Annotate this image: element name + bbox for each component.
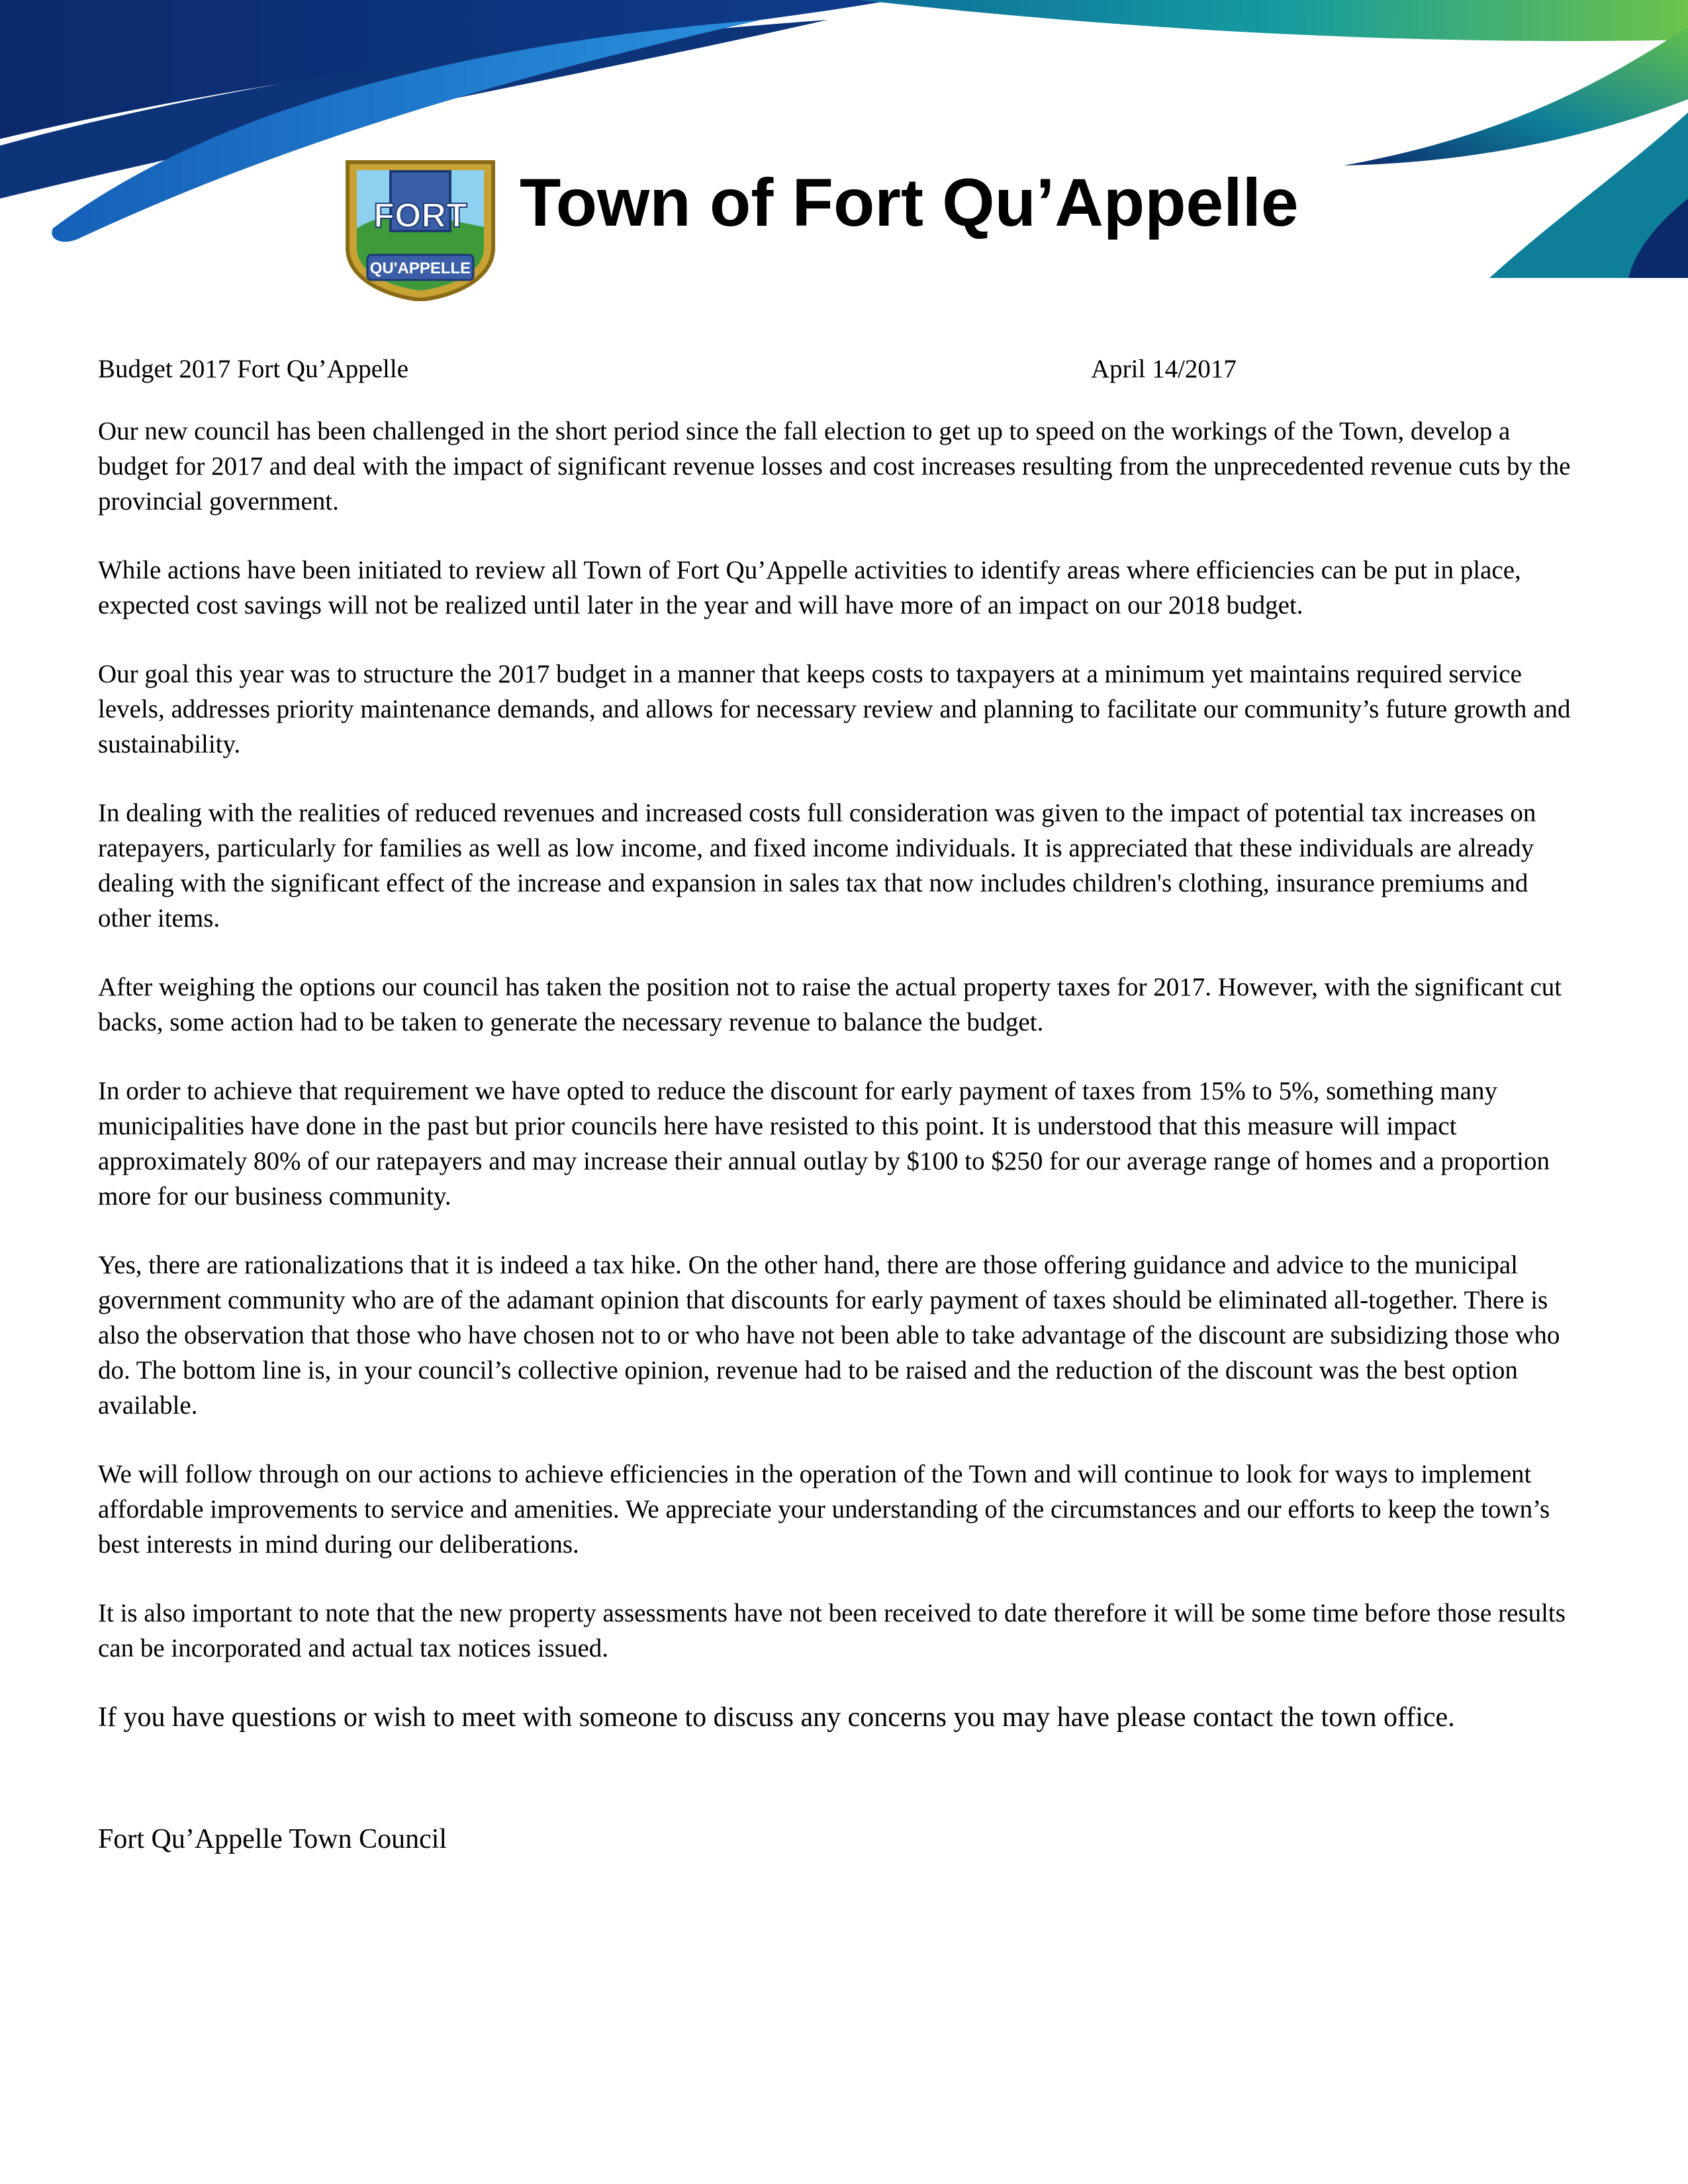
contact-paragraph: If you have questions or wish to meet with someone to discuss any concerns you may have please contact the town office.	[98, 1702, 1455, 1733]
logo-text-bottom: QU'APPELLE	[369, 259, 471, 277]
letter-header-line	[98, 351, 1574, 388]
swoosh-teal-green	[861, 0, 1688, 41]
swoosh-right-band	[1344, 26, 1688, 165]
paragraph: In dealing with the realities of reduced revenues and increased costs full consideration was given to the impact of potential tax increases on ratepayers, particularly for families as well as low income, and fixed income individuals. It is appreciated that these individuals are already dealing with the significant effect of the increase and expansion in sales tax that now includes children's clothing, insurance premiums and other items.	[98, 799, 1536, 933]
paragraph: We will follow through on our actions to achieve efficiencies in the operation of the Town and will continue to look for ways to implement affordable improvements to service and amenities. We appreciate your understanding of the circumstances and our efforts to keep the town’s best interests in mind during our deliberations.	[98, 1460, 1550, 1559]
paragraph: While actions have been initiated to review all Town of Fort Qu’Appelle activities to identify areas where efficiencies can be put in place, expected cost savings will not be realized until later in the year and will have more of an impact on our 2018 budget.	[98, 556, 1521, 619]
paragraph: Our goal this year was to structure the 2017 budget in a manner that keeps costs to taxpayers at a minimum yet maintains required service levels, addresses priority maintenance demands, and allows for necessary review and planning to facilitate our community’s future growth and sustainability.	[98, 660, 1571, 758]
paragraph: In order to achieve that requirement we have opted to reduce the discount for early payment of taxes from 15% to 5%, something many municipalities have done in the past but prior councils here have resisted to this point. It is understood that this measure will impact approximately 80% of our ratepayers and may increase their annual outlay by $100 to $250 for our average range of homes and a proportion more for our business community.	[98, 1077, 1550, 1210]
letter-subject: Budget 2017 Fort Qu’Appelle	[98, 355, 409, 383]
paragraph: It is also important to note that the new property assessments have not been received to date therefore it will be some time before those results can be incorporated and actual tax notices issued.	[98, 1599, 1566, 1662]
logo-text-top: FORT	[373, 197, 467, 235]
paragraph: Yes, there are rationalizations that it is indeed a tax hike. On the other hand, there are those offering guidance and advice to the municipal government community who are of the adamant opinion that discounts for early payment of taxes should be eliminated all-together. There is also the observation that those who have chosen not to or who have not been able to take advantage of the discount are subsidizing those who do. The bottom line is, in your council’s collective opinion, revenue had to be raised and the reduction of the discount was the best option available.	[98, 1251, 1560, 1420]
town-logo-badge	[334, 149, 506, 301]
page-title: Town of Fort Qu’Appelle	[520, 165, 1299, 240]
letter-date: April 14/2017	[1091, 355, 1237, 383]
paragraph: After weighing the options our council has taken the position not to raise the actual property taxes for 2017. However, with the significant cut backs, some action had to be taken to generate the necessary revenue to balance the budget.	[98, 973, 1562, 1036]
letter-body	[98, 351, 1574, 1857]
paragraph: Our new council has been challenged in the short period since the fall election to get up to speed on the workings of the Town, develop a budget for 2017 and deal with the impact of significant revenue losses and cost increases resulting from the unprecedented revenue cuts by the provincial government.	[98, 417, 1571, 516]
signature: Fort Qu’Appelle Town Council	[98, 1824, 447, 1854]
